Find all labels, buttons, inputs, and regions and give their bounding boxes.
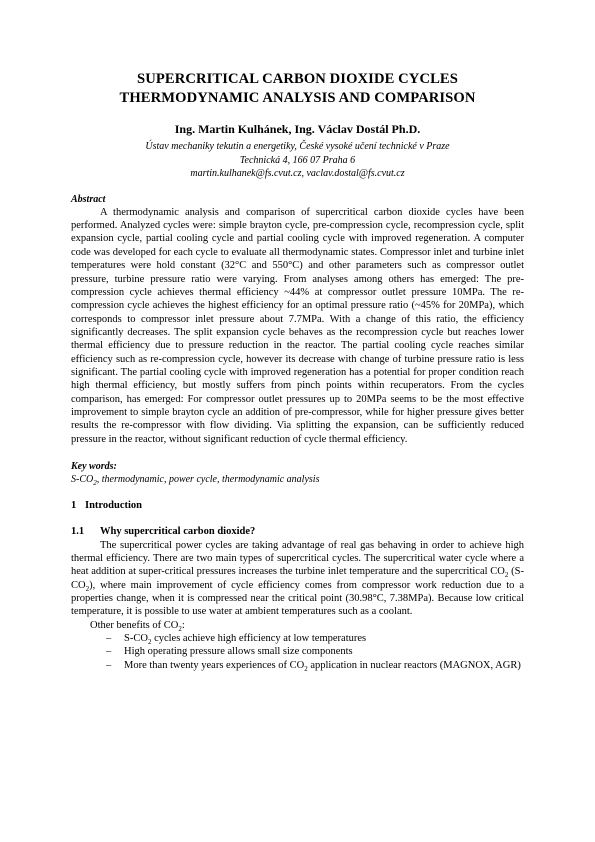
affiliation-line-1: Ústav mechaniky tekutin a energetiky, České vysoké učení technické v Praze (145, 141, 450, 152)
keywords-part-b: , thermodynamic, power cycle, thermodynamic analysis (96, 474, 320, 486)
intro-subscript-2: 2 (85, 584, 90, 593)
subsection-number: 1.1 (71, 525, 85, 537)
author-list: Ing. Martin Kulhánek, Ing. Václav Dostál Ph.D. (174, 122, 421, 136)
dash-bullet: – (106, 646, 112, 658)
bullet-text: S-CO (124, 632, 148, 644)
bullet-subscript: 2 (304, 664, 308, 673)
paper-page (71, 70, 524, 672)
bullet-text-tail: cycles achieve high efficiency at low temperatures (151, 632, 367, 644)
section-heading-introduction (71, 499, 524, 513)
intro-part-c: ), where main improvement of cycle efficiency comes from compressor work reduction due to a properties change, when it is compressed near the critical point (30.98°C, 7.38MPa). Because low critical temperature, it is possible to use water at ambient temperatures such as a coolant. (71, 579, 524, 618)
keywords-subscript: 2 (93, 479, 97, 488)
benefits-part-b: : (181, 619, 185, 631)
abstract-heading: Abstract (71, 193, 106, 205)
affiliation-emails: martin.kulhanek@fs.cvut.cz, vaclav.dostal@fs.cvut.cz (190, 168, 405, 179)
section-number: 1 (71, 499, 77, 511)
benefits-subscript: 2 (178, 624, 182, 633)
intro-part-a: The supercritical power cycles are taking advantage of real gas behaving in order to achieve high thermal efficiency. There are two main types of supercritical cycles. The supercritical water cycle where a heat addition at super-critical pressures increases the turbine inlet temperature and the supercritical CO (71, 539, 524, 578)
dash-bullet: – (106, 632, 112, 644)
bullet-text: More than twenty years experiences of CO (124, 659, 305, 671)
subsection-heading-why-sco2 (71, 525, 524, 539)
paper-title (71, 70, 524, 108)
bullet-text: High operating pressure allows small size components (124, 646, 353, 658)
intro-paragraph (71, 539, 524, 619)
keywords-text (71, 473, 524, 486)
intro-subscript-1: 2 (504, 571, 509, 580)
subsection-title: Why supercritical carbon dioxide? (100, 525, 256, 537)
keywords-heading: Key words: (71, 460, 117, 472)
bullet-text-tail: application in nuclear reactors (MAGNOX, AGR) (307, 659, 521, 671)
intro-part-b: (S-CO (71, 566, 524, 591)
benefits-heading (71, 619, 524, 632)
affiliation (71, 140, 524, 181)
title-line-2: THERMODYNAMIC ANALYSIS AND COMPARISON (119, 90, 476, 106)
benefits-list (71, 632, 524, 672)
keywords-part-a: S-CO (71, 474, 94, 486)
dash-bullet: – (106, 659, 112, 671)
title-line-1: SUPERCRITICAL CARBON DIOXIDE CYCLES (137, 71, 458, 87)
list-item (71, 659, 524, 672)
bullet-subscript: 2 (147, 638, 152, 647)
abstract-text: A thermodynamic analysis and comparison of supercritical carbon dioxide cycles have been performed. Analyzed cycles were: simple brayton cycle, pre-compression cycle, recompression cycle, split expansion cycle, partial cooling cycle and partial cooling cycle with improved regeneration. A computer code was developed for each cycle to evaluate all thermodynamic states. Compressor inlet and turbine inlet temperatures were hold constant (32°C and 550°C) and other parameters such as compressor outlet pressure, turbine pressure ratio were varying. From analyses among others has emerged: The pre-compression cycle achieves thermal efficiency ~44% at compressor outlet pressure 10MPa. The re-compression cycle achieves the highest efficiency for an optimal pressure ratio (~45% for 20MPa), which corresponds to compressor inlet pressure about 7.7MPa. With a change of this ratio, the efficiency significantly decreases. The split expansion cycle behaves as the recompression cycle but reaches lower thermal efficiency due to pressure reduction in the reactor. The partial cooling cycle reaches similar efficiency such as re-compression cycle, however its decrease with change of turbine pressure ratio is less significant. The partial cooling cycle with improved regeneration has a potential for proper condition reach high thermal efficiency, but mostly suffers from pinch points within recuperators. From the cycles comparison, has emerged: For compressor outlet pressures up to 20MPa seems to be the most effective improvement to simple brayton cycle an addition of pre-compressor, while for higher pressure gives better results the re-compressor with flow dividing. Via splitting the expansion, can be sufficiently reduced pressure in the reactor, without significant reduction of cycle thermal efficiency. (71, 206, 524, 445)
affiliation-line-2: Technická 4, 166 07 Praha 6 (239, 154, 356, 166)
section-title: Introduction (85, 499, 142, 511)
benefits-part-a: Other benefits of CO (90, 619, 179, 631)
list-item (71, 632, 524, 645)
list-item (71, 645, 524, 658)
